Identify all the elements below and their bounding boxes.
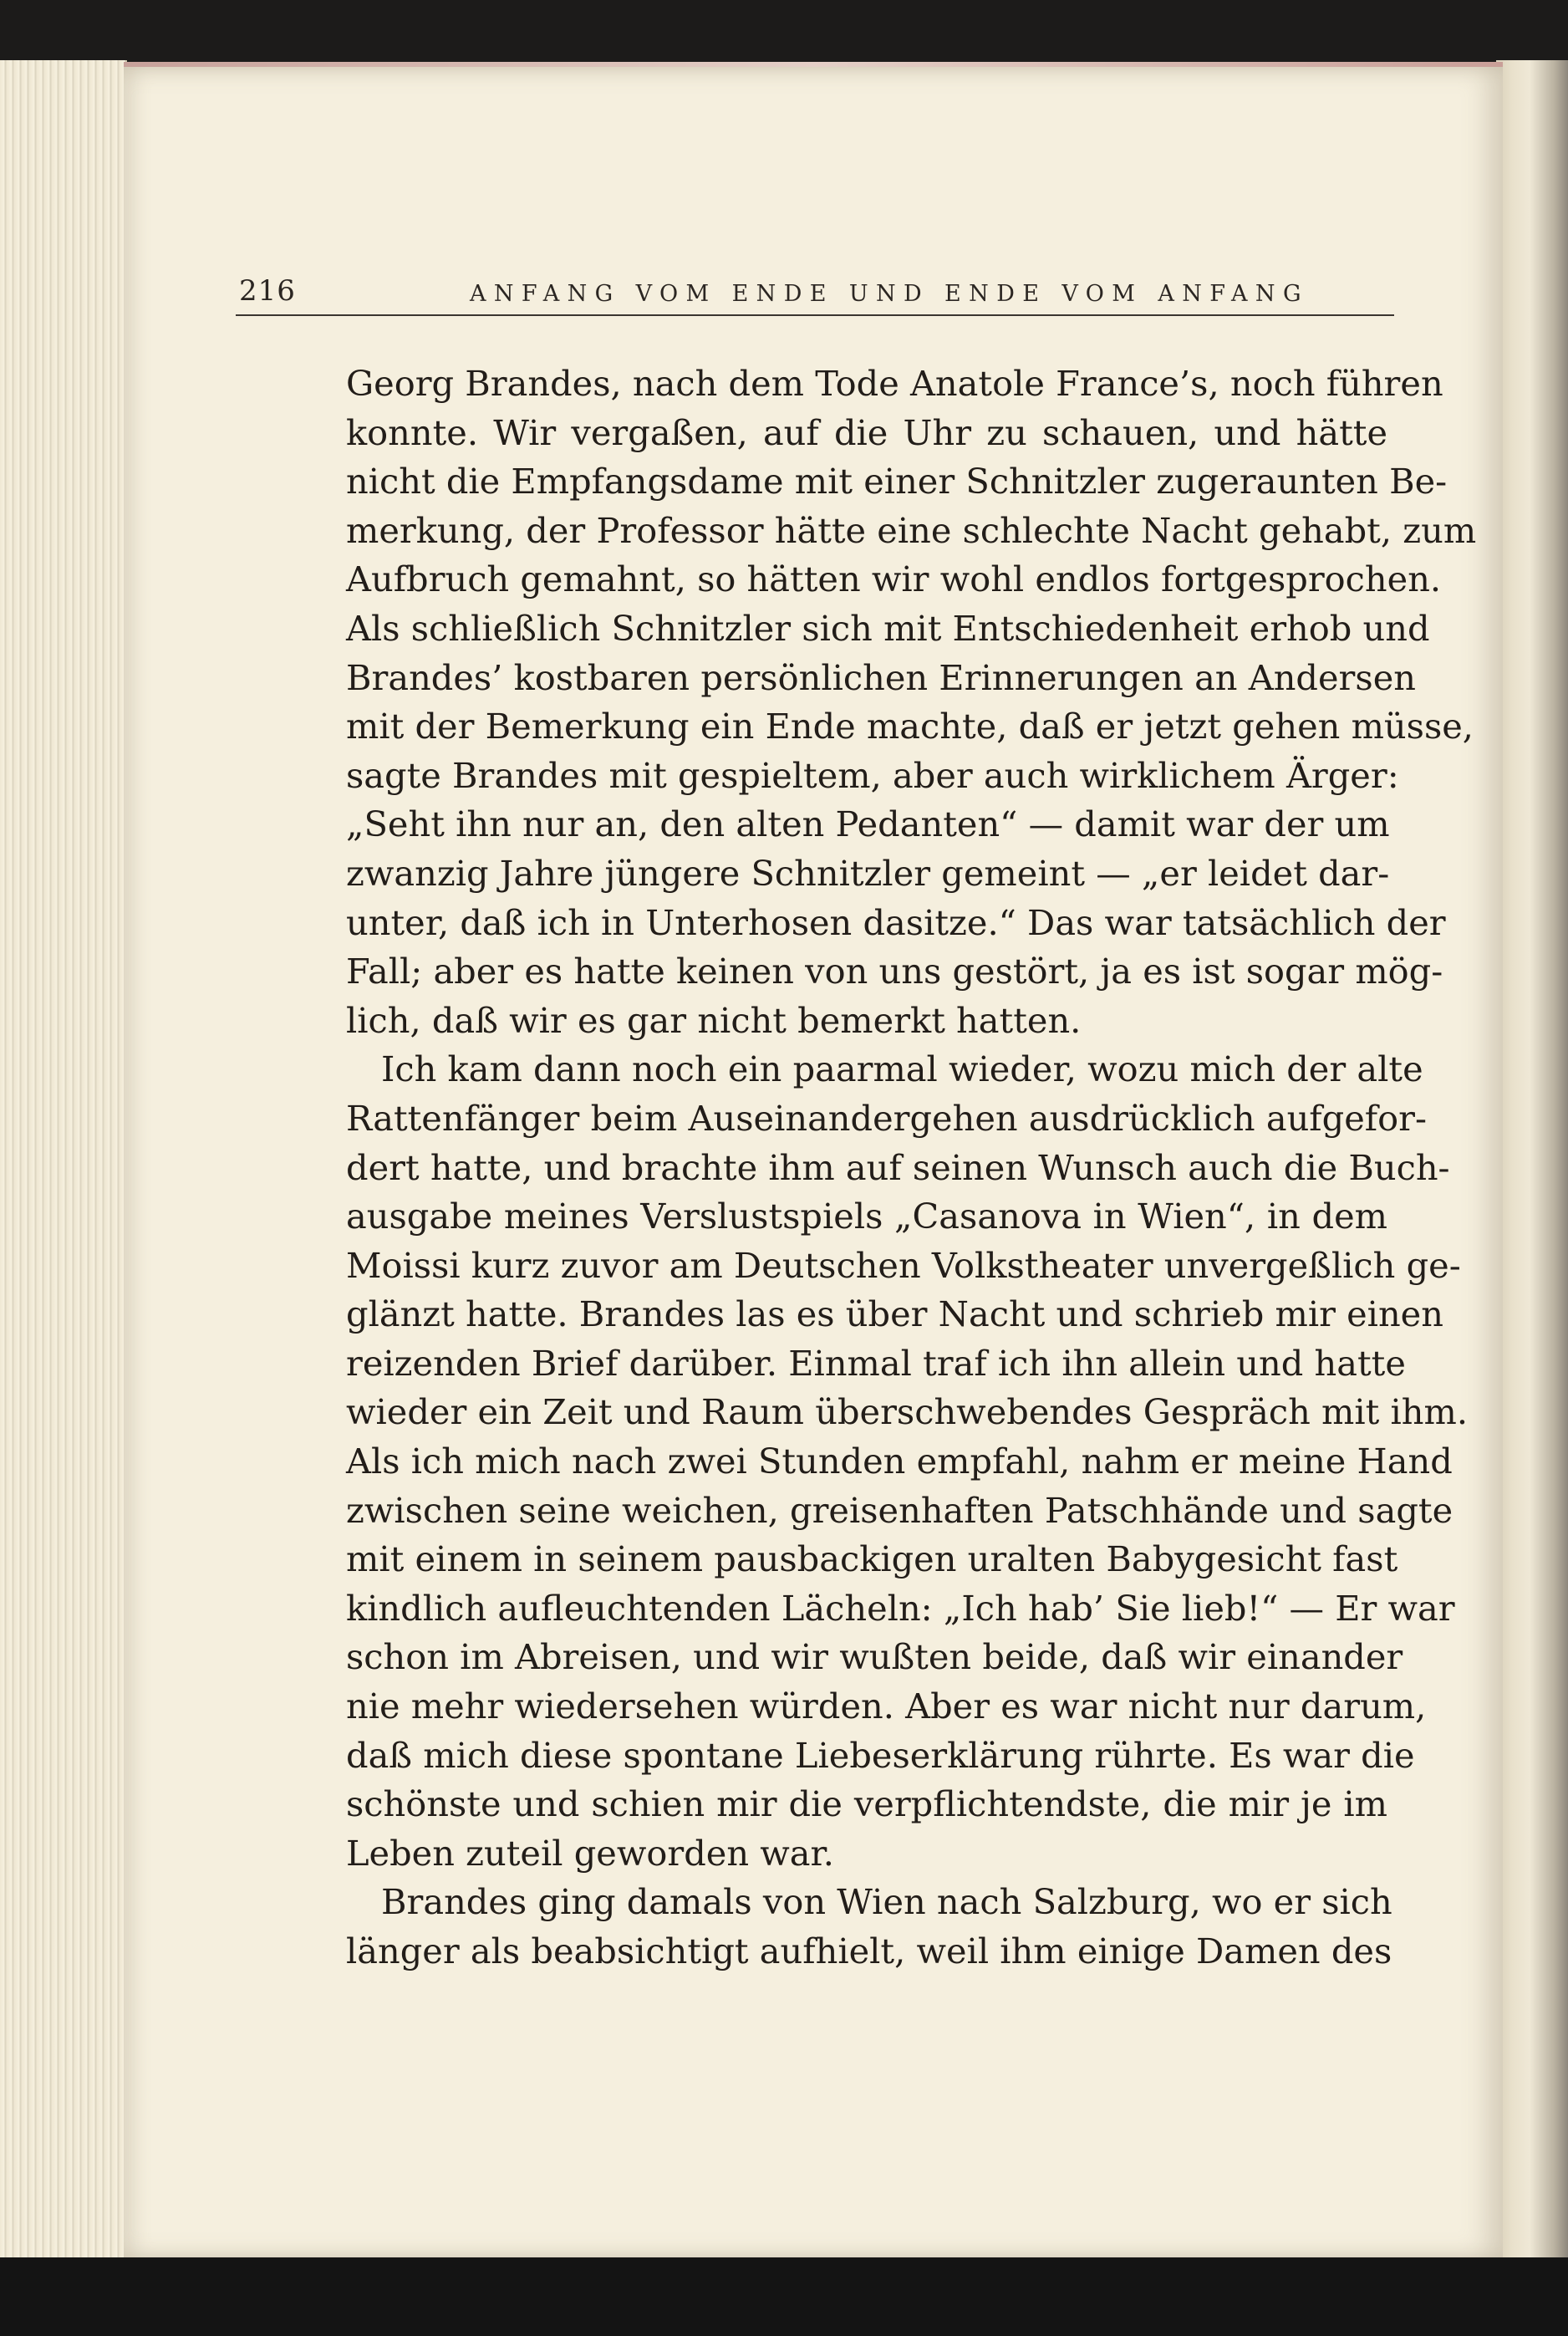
paragraph-first-line: Brandes ging damals von Wien nach Salzburg, wo er sich [381, 1881, 1392, 1923]
text-line: merkung, der Professor hätte eine schlechte Nacht gehabt, zum [346, 509, 1477, 551]
text-line: sagte Brandes mit gespieltem, aber auch wirklichem Ärger: [346, 754, 1399, 796]
text-line: schönste und schien mir die verpflichtendste, die mir je im [346, 1783, 1387, 1825]
text-line: Georg Brandes, nach dem Tode Anatole France’s, noch führen [346, 363, 1443, 404]
text-line: reizenden Brief darüber. Einmal traf ich ihn allein und hatte [346, 1342, 1406, 1384]
text-line: „Seht ihn nur an, den alten Pedanten“ — damit war der um [346, 803, 1390, 845]
page-number: 216 [239, 274, 296, 308]
text-line: schon im Abreisen, und wir wußten beide, daß wir einander [346, 1636, 1403, 1678]
text-line: unter, daß ich in Unterhosen dasitze.“ Das war tatsächlich der [346, 901, 1446, 943]
text-line: Als schließlich Schnitzler sich mit Entschiedenheit erhob und [346, 607, 1430, 649]
body-text [346, 360, 1477, 1976]
text-line: Rattenfänger beim Auseinandergehen ausdrücklich aufgefor- [346, 1097, 1427, 1139]
text-line: zwanzig Jahre jüngere Schnitzler gemeint — „er leidet dar- [346, 852, 1390, 894]
text-line: konnte. Wir vergaßen, auf die Uhr zu schauen, und hätte [346, 411, 1387, 453]
scan-bottom-border [0, 2257, 1568, 2336]
text-line: Moissi kurz zuvor am Deutschen Volkstheater unvergeßlich ge- [346, 1244, 1461, 1286]
text-line: glänzt hatte. Brandes las es über Nacht und schrieb mir einen [346, 1293, 1443, 1335]
text-line: Leben zuteil geworden war. [346, 1832, 834, 1874]
text-line: wieder ein Zeit und Raum überschwebendes Gespräch mit ihm. [346, 1391, 1469, 1433]
text-line: nie mehr wiedersehen würden. Aber es war nicht nur darum, [346, 1686, 1427, 1727]
text-line: dert hatte, und brachte ihm auf seinen Wunsch auch die Buch- [346, 1146, 1450, 1188]
text-line: Fall; aber es hatte keinen von uns gestört, ja es ist sogar mög- [346, 951, 1443, 992]
text-line: nicht die Empfangsdame mit einer Schnitzler zugeraunten Be- [346, 461, 1448, 502]
text-line: lich, daß wir es gar nicht bemerkt hatten. [346, 999, 1082, 1041]
text-line: mit der Bemerkung ein Ende machte, daß er jetzt gehen müsse, [346, 706, 1474, 747]
book-page-edges [0, 60, 127, 2267]
running-title: ANFANG VOM ENDE UND ENDE VOM ANFANG [470, 281, 1309, 307]
text-line: ausgabe meines Verslustspiels „Casanova in Wien“, in dem [346, 1196, 1387, 1237]
paragraph-first-line: Ich kam dann noch ein paarmal wieder, wozu mich der alte [381, 1048, 1423, 1090]
running-head [236, 274, 1394, 316]
text-line: zwischen seine weichen, greisenhaften Patschhände und sagte [346, 1489, 1453, 1531]
text-line: Aufbruch gemahnt, so hätten wir wohl endlos fortgesprochen. [346, 558, 1442, 600]
text-line: daß mich diese spontane Liebeserklärung rührte. Es war die [346, 1734, 1415, 1776]
scan-top-border [0, 0, 1568, 65]
text-line: mit einem in seinem pausbackigen uralten Babygesicht fast [346, 1538, 1398, 1580]
text-line: kindlich aufleuchtenden Lächeln: „Ich hab’ Sie lieb!“ — Er war [346, 1587, 1455, 1629]
text-line: Brandes’ kostbaren persönlichen Erinnerungen an Andersen [346, 656, 1416, 698]
text-line: Als ich mich nach zwei Stunden empfahl, nahm er meine Hand [346, 1441, 1453, 1482]
book-cover-edge [1496, 60, 1568, 2267]
text-line: länger als beabsichtigt aufhielt, weil ihm einige Damen des [346, 1931, 1392, 1971]
